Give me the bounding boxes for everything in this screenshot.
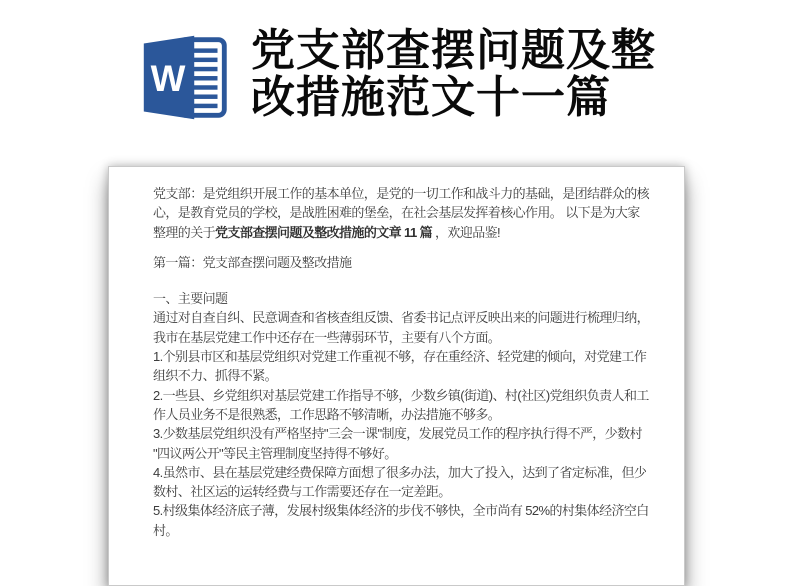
document-text: 通过对自查自纠、民意调查和省核查组反馈、省委书记点评反映出来的问题进行梳理归纳， [153,310,650,326]
page-title [251,27,721,121]
document-text: 整理的关于 [153,224,216,240]
document-text: "四议两公开"等民主管理制度坚持得不够好。 [153,445,397,461]
document-page [108,166,685,586]
document-body [153,184,684,540]
document-text: 村。 [153,522,178,538]
document-text: ，欢迎品鉴! [431,224,501,240]
document-text: 数村、社区运的运转经费与工作需要还存在一定差距。 [153,484,451,500]
document-line [153,463,684,482]
document-text: 4.虽然市、县在基层党建经费保障方面想了很多办法，加大了投入，达到了省定标准，但少 [153,464,647,480]
header [0,0,800,150]
document-line [153,223,684,242]
paragraph-spacer [153,272,684,289]
document-line [153,482,684,501]
paragraph-spacer [153,242,684,253]
document-line [153,347,684,366]
document-text: 2.一些县、乡党组织对基层党建工作指导不够，少数乡镇(街道)、村(社区)党组织负责人和工 [153,387,649,403]
document-line [153,386,684,405]
document-text: 一、主要问题 [153,291,228,307]
document-text: 我市在基层党建工作中还存在一些薄弱环节，主要有八个方面。 [153,329,501,345]
document-text: 组织不力、抓得不紧。 [153,368,278,384]
document-line [153,366,684,385]
document-line [153,501,684,520]
word-icon-letter: W [150,58,186,100]
document-text: 心，是教育党员的学校，是战胜困难的堡垒，在社会基层发挥着核心作用。 以下是为大家 [153,205,640,221]
document-line [153,203,684,222]
document-line [153,308,684,327]
document-line [153,405,684,424]
document-line [153,253,684,272]
document-line [153,521,684,540]
document-text: 作人员业务不是很熟悉，工作思路不够清晰，办法措施不够多。 [153,406,501,422]
document-text: 3.少数基层党组织没有严格坚持"三会一课"制度，发展党员工作的程序执行得不严，少数村 [153,426,642,442]
document-text: 党支部：是党组织开展工作的基本单位，是党的一切工作和战斗力的基础，是团结群众的核 [153,186,650,201]
word-icon [137,29,234,126]
document-text: 第一篇：党支部查摆问题及整改措施 [153,254,352,270]
page-title-line1: 党支部查摆问题及整 [251,26,656,75]
document-text: 1.个别县市区和基层党组织对党建工作重视不够，存在重经济、轻党建的倾向，对党建工作 [153,349,647,365]
document-text-bold: 党支部查摆问题及整改措施的文章 11 篇 [215,224,432,240]
page-title-line2: 改措施范文十一篇 [251,73,611,122]
document-line [153,424,684,443]
document-text: 5.村级集体经济底子薄，发展村级集体经济的步伐不够快，全市尚有 52%的村集体经济空白 [153,503,649,519]
document-line [153,184,684,203]
document-line [153,328,684,347]
document-line [153,444,684,463]
document-line [153,289,684,308]
